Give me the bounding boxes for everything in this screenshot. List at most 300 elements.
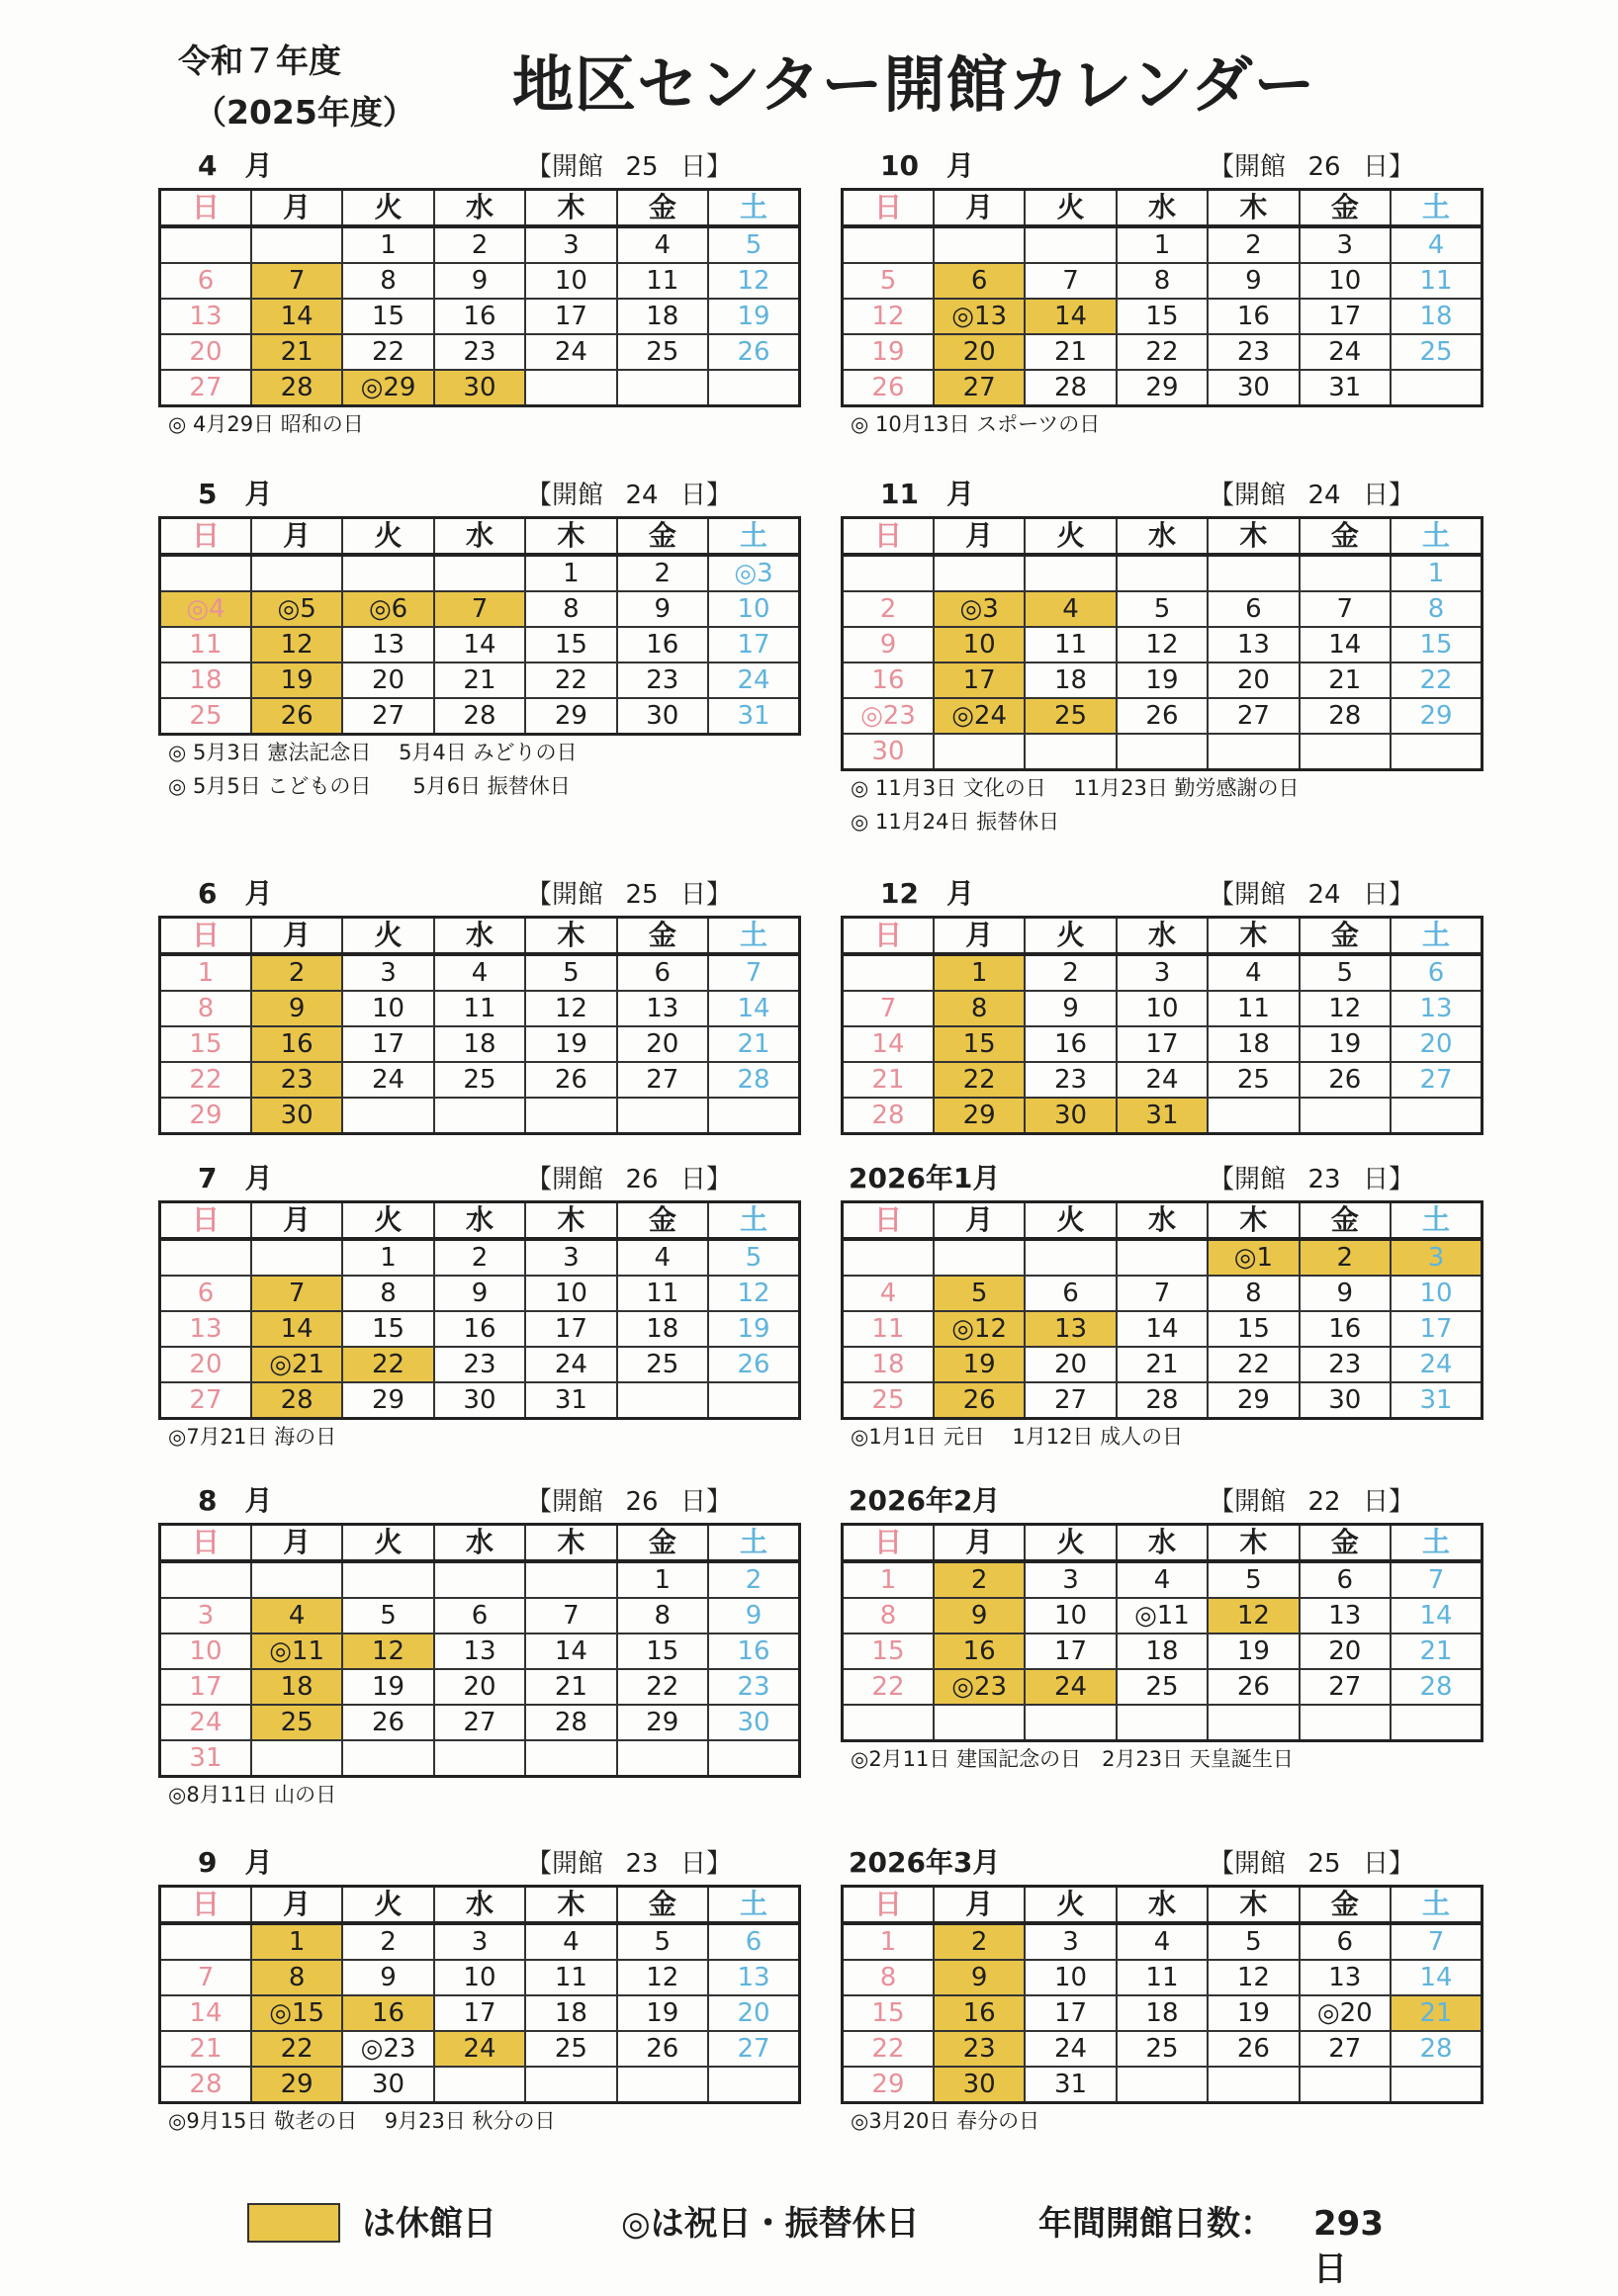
- open-days-suffix: 日】: [1363, 1849, 1415, 1879]
- day-cell: 22: [1208, 1347, 1299, 1382]
- day-cell: 21: [1391, 1995, 1482, 2031]
- empty-day-cell: [617, 370, 708, 406]
- weekday-header: 日: [843, 1525, 934, 1562]
- weekday-header-row: [160, 918, 800, 955]
- day-cell: 17: [525, 1311, 616, 1347]
- day-cell: 10: [434, 1960, 525, 1995]
- month-block: [841, 146, 1483, 441]
- day-cell: 24: [342, 1062, 433, 1098]
- day-cell: 10: [1117, 991, 1208, 1026]
- empty-day-cell: [1300, 2067, 1391, 2103]
- day-cell: 21: [708, 1026, 799, 1062]
- week-row: [160, 2067, 800, 2103]
- day-cell: 29: [617, 1705, 708, 1740]
- week-row: [160, 370, 800, 406]
- day-cell: 30: [617, 698, 708, 735]
- day-cell: 21: [1391, 1634, 1482, 1669]
- day-cell: 28: [160, 2067, 251, 2103]
- week-row: [843, 1669, 1483, 1705]
- day-cell: 17: [525, 299, 616, 334]
- weekday-header-row: [160, 190, 800, 227]
- month-block: [158, 1481, 801, 1811]
- day-cell: 9: [434, 263, 525, 299]
- day-cell: 16: [617, 627, 708, 662]
- day-cell: ◎24: [934, 698, 1025, 734]
- day-cell: 30: [434, 1382, 525, 1419]
- week-row: [160, 1062, 800, 1098]
- day-cell: 15: [1117, 299, 1208, 334]
- day-cell: 27: [434, 1705, 525, 1740]
- day-cell: 10: [934, 627, 1025, 662]
- open-days-count: 25: [625, 152, 659, 182]
- month-header: [841, 874, 1483, 916]
- month-header: [158, 874, 801, 916]
- open-days-prefix: 【開館: [1209, 1487, 1287, 1517]
- empty-day-cell: [934, 1705, 1025, 1741]
- day-cell: ◎4: [160, 591, 251, 627]
- day-cell: 1: [251, 1923, 342, 1960]
- day-cell: 2: [617, 555, 708, 591]
- empty-day-cell: [1025, 226, 1116, 263]
- day-cell: 25: [1117, 2031, 1208, 2067]
- day-cell: 11: [160, 627, 251, 662]
- legend: [247, 2201, 1434, 2289]
- day-cell: 29: [934, 1098, 1025, 1134]
- day-cell: 20: [342, 662, 433, 698]
- day-cell: 10: [1025, 1598, 1116, 1634]
- day-cell: 22: [342, 334, 433, 370]
- day-cell: 13: [617, 991, 708, 1026]
- month-header: [158, 146, 801, 188]
- open-days-count: 24: [625, 481, 659, 510]
- open-days-count: 24: [1307, 481, 1341, 510]
- annual-open-days-value: 293 日: [1313, 2204, 1417, 2289]
- day-cell: 20: [1300, 1634, 1391, 1669]
- day-cell: 10: [525, 1276, 616, 1311]
- weekday-header: 金: [617, 1202, 708, 1240]
- day-cell: 6: [1025, 1276, 1116, 1311]
- day-cell: 24: [434, 2031, 525, 2067]
- day-cell: 2: [1300, 1239, 1391, 1276]
- day-cell: 14: [251, 1311, 342, 1347]
- day-cell: 5: [708, 226, 799, 263]
- empty-day-cell: [617, 1098, 708, 1134]
- weekday-header: 金: [1300, 1525, 1391, 1562]
- day-cell: 25: [251, 1705, 342, 1740]
- day-cell: 16: [434, 1311, 525, 1347]
- day-cell: 18: [617, 1311, 708, 1347]
- day-cell: 21: [251, 334, 342, 370]
- open-days: [526, 1847, 732, 1881]
- weekday-header: 木: [1208, 190, 1299, 227]
- weekday-header: 木: [525, 1887, 616, 1924]
- day-cell: 21: [1300, 662, 1391, 698]
- weekday-header: 日: [843, 1887, 934, 1924]
- weekday-header-row: [160, 1887, 800, 1924]
- open-days-suffix: 日】: [680, 1849, 733, 1879]
- day-cell: 6: [434, 1598, 525, 1634]
- open-days: [526, 1485, 732, 1519]
- empty-day-cell: [251, 555, 342, 591]
- open-days-suffix: 日】: [680, 1165, 733, 1194]
- day-cell: 15: [843, 1634, 934, 1669]
- weekday-header: 木: [1208, 1202, 1299, 1240]
- week-row: [843, 2031, 1483, 2067]
- empty-day-cell: [1391, 370, 1482, 406]
- open-days-suffix: 日】: [680, 481, 733, 510]
- open-days: [526, 1163, 732, 1196]
- day-cell: 22: [843, 1669, 934, 1705]
- day-cell: 25: [617, 1347, 708, 1382]
- month-table: [158, 1885, 801, 2104]
- day-cell: 21: [160, 2031, 251, 2067]
- weekday-header: 月: [934, 1525, 1025, 1562]
- week-row: [843, 991, 1483, 1026]
- day-cell: 7: [160, 1960, 251, 1995]
- weekday-header: 土: [708, 1202, 799, 1240]
- week-row: [843, 555, 1483, 591]
- empty-day-cell: [160, 226, 251, 263]
- day-cell: 27: [1025, 1382, 1116, 1419]
- week-row: [843, 299, 1483, 334]
- holiday-note: ◎7月21日 海の日: [168, 1425, 337, 1449]
- open-days-prefix: 【開館: [526, 1849, 604, 1879]
- closed-color-swatch: [247, 2203, 340, 2243]
- empty-day-cell: [843, 1705, 934, 1741]
- weekday-header: 水: [434, 190, 525, 227]
- day-cell: 5: [934, 1276, 1025, 1311]
- week-row: [843, 1705, 1483, 1741]
- day-cell: 21: [434, 662, 525, 698]
- weekday-header: 水: [1117, 1525, 1208, 1562]
- day-cell: 12: [843, 299, 934, 334]
- day-cell: 16: [434, 299, 525, 334]
- day-cell: 18: [1117, 1995, 1208, 2031]
- empty-day-cell: [1391, 734, 1482, 770]
- empty-day-cell: [160, 1923, 251, 1960]
- open-days-count: 26: [1307, 152, 1341, 182]
- month-label: 12 月: [880, 877, 974, 910]
- day-cell: 11: [434, 991, 525, 1026]
- week-row: [843, 734, 1483, 770]
- day-cell: 4: [251, 1598, 342, 1634]
- day-cell: 20: [1025, 1347, 1116, 1382]
- day-cell: 12: [1117, 627, 1208, 662]
- day-cell: 16: [1300, 1311, 1391, 1347]
- day-cell: 1: [617, 1561, 708, 1598]
- day-cell: 13: [1391, 991, 1482, 1026]
- weekday-header: 水: [1117, 1202, 1208, 1240]
- day-cell: 1: [843, 1923, 934, 1960]
- week-row: [843, 1382, 1483, 1419]
- day-cell: 17: [934, 662, 1025, 698]
- open-days-suffix: 日】: [1363, 481, 1415, 510]
- day-cell: 4: [1117, 1561, 1208, 1598]
- open-days-count: 22: [1307, 1487, 1341, 1517]
- month-label: 10 月: [880, 149, 974, 182]
- day-cell: 11: [1025, 627, 1116, 662]
- day-cell: 24: [525, 1347, 616, 1382]
- empty-day-cell: [1117, 1705, 1208, 1741]
- day-cell: 31: [525, 1382, 616, 1419]
- month-label: 2026年2月: [849, 1484, 1001, 1517]
- day-cell: 13: [1300, 1598, 1391, 1634]
- weekday-header: 火: [342, 918, 433, 955]
- week-row: [160, 1669, 800, 1705]
- week-row: [160, 1705, 800, 1740]
- weekday-header: 日: [843, 518, 934, 556]
- month-table: [158, 916, 801, 1135]
- week-row: [843, 1995, 1483, 2031]
- day-cell: 28: [1025, 370, 1116, 406]
- weekday-header: 水: [1117, 190, 1208, 227]
- day-cell: 20: [1208, 662, 1299, 698]
- day-cell: 16: [1025, 1026, 1116, 1062]
- day-cell: 17: [1300, 299, 1391, 334]
- weekday-header: 火: [342, 1202, 433, 1240]
- day-cell: 8: [525, 591, 616, 627]
- day-cell: 19: [525, 1026, 616, 1062]
- day-cell: 4: [1391, 226, 1482, 263]
- week-row: [160, 2031, 800, 2067]
- day-cell: 10: [525, 263, 616, 299]
- day-cell: 31: [1391, 1382, 1482, 1419]
- day-cell: 9: [342, 1960, 433, 1995]
- week-row: [160, 1923, 800, 1960]
- day-cell: 28: [1391, 2031, 1482, 2067]
- day-cell: ◎6: [342, 591, 433, 627]
- weekday-header: 火: [1025, 190, 1116, 227]
- era-year: 令和７年度: [178, 42, 341, 80]
- day-cell: 7: [843, 991, 934, 1026]
- day-cell: ◎23: [843, 698, 934, 734]
- day-cell: 19: [1208, 1634, 1299, 1669]
- day-cell: 26: [525, 1062, 616, 1098]
- day-cell: 16: [843, 662, 934, 698]
- weekday-header-row: [160, 518, 800, 556]
- empty-day-cell: [1117, 1239, 1208, 1276]
- day-cell: 6: [1300, 1923, 1391, 1960]
- weekday-header: 日: [160, 518, 251, 556]
- open-days-suffix: 日】: [1363, 1165, 1415, 1194]
- day-cell: 19: [251, 662, 342, 698]
- day-cell: 31: [1117, 1098, 1208, 1134]
- month-table: [158, 188, 801, 407]
- weekday-header: 土: [1391, 1202, 1482, 1240]
- empty-day-cell: [1300, 1098, 1391, 1134]
- day-cell: 21: [1117, 1347, 1208, 1382]
- week-row: [160, 954, 800, 991]
- day-cell: 14: [525, 1634, 616, 1669]
- week-row: [843, 1634, 1483, 1669]
- weekday-header: 水: [434, 1887, 525, 1924]
- week-row: [843, 1026, 1483, 1062]
- week-row: [160, 1382, 800, 1419]
- day-cell: 4: [617, 226, 708, 263]
- weekday-header: 日: [160, 1202, 251, 1240]
- day-cell: 25: [1391, 334, 1482, 370]
- month-label: 11 月: [880, 478, 974, 510]
- weekday-header: 日: [843, 918, 934, 955]
- empty-day-cell: [708, 1740, 799, 1777]
- day-cell: ◎12: [934, 1311, 1025, 1347]
- day-cell: 27: [1300, 1669, 1391, 1705]
- weekday-header: 土: [708, 190, 799, 227]
- day-cell: 10: [160, 1634, 251, 1669]
- day-cell: 10: [1025, 1960, 1116, 1995]
- day-cell: 8: [843, 1960, 934, 1995]
- empty-day-cell: [1391, 1098, 1482, 1134]
- day-cell: 29: [1117, 370, 1208, 406]
- open-days-count: 26: [625, 1487, 659, 1517]
- day-cell: 8: [934, 991, 1025, 1026]
- month-block: [158, 475, 801, 803]
- day-cell: 19: [843, 334, 934, 370]
- month-label: 2026年3月: [849, 1846, 1001, 1879]
- open-days-prefix: 【開館: [526, 880, 604, 910]
- day-cell: ◎15: [251, 1995, 342, 2031]
- day-cell: ◎20: [1300, 1995, 1391, 2031]
- day-cell: 28: [1117, 1382, 1208, 1419]
- weekday-header: 日: [160, 918, 251, 955]
- empty-day-cell: [843, 954, 934, 991]
- open-days-suffix: 日】: [680, 152, 733, 182]
- day-cell: 15: [342, 1311, 433, 1347]
- empty-day-cell: [160, 1561, 251, 1598]
- day-cell: 6: [1208, 591, 1299, 627]
- day-cell: 20: [934, 334, 1025, 370]
- empty-day-cell: [1025, 734, 1116, 770]
- month-block: [158, 1843, 801, 2138]
- empty-day-cell: [525, 370, 616, 406]
- month-block: [841, 475, 1483, 839]
- day-cell: 26: [708, 1347, 799, 1382]
- empty-day-cell: [934, 734, 1025, 770]
- empty-day-cell: [342, 1740, 433, 1777]
- empty-day-cell: [1025, 1239, 1116, 1276]
- legend-holiday-text: ◎は祝日・振替休日: [621, 2204, 920, 2244]
- week-row: [160, 1347, 800, 1382]
- day-cell: ◎3: [708, 555, 799, 591]
- day-cell: 3: [1025, 1561, 1116, 1598]
- day-cell: 28: [525, 1705, 616, 1740]
- day-cell: 13: [160, 299, 251, 334]
- week-row: [843, 1311, 1483, 1347]
- day-cell: 25: [1208, 1062, 1299, 1098]
- weekday-header: 木: [1208, 518, 1299, 556]
- day-cell: 19: [708, 299, 799, 334]
- weekday-header: 日: [160, 1887, 251, 1924]
- day-cell: 17: [160, 1669, 251, 1705]
- empty-day-cell: [934, 226, 1025, 263]
- day-cell: 4: [1117, 1923, 1208, 1960]
- day-cell: 23: [1300, 1347, 1391, 1382]
- day-cell: 28: [251, 370, 342, 406]
- day-cell: 7: [251, 263, 342, 299]
- month-block: [158, 146, 801, 441]
- empty-day-cell: [1117, 734, 1208, 770]
- day-cell: 8: [342, 1276, 433, 1311]
- day-cell: 2: [1025, 954, 1116, 991]
- day-cell: 3: [525, 226, 616, 263]
- week-row: [843, 662, 1483, 698]
- weekday-header-row: [160, 1525, 800, 1562]
- empty-day-cell: [525, 1740, 616, 1777]
- weekday-header-row: [160, 1202, 800, 1240]
- day-cell: 3: [1391, 1239, 1482, 1276]
- empty-day-cell: [160, 1239, 251, 1276]
- week-row: [160, 1960, 800, 1995]
- fiscal-year: （2025年度）: [194, 93, 415, 132]
- day-cell: 5: [843, 263, 934, 299]
- week-row: [160, 263, 800, 299]
- day-cell: 18: [1208, 1026, 1299, 1062]
- day-cell: 28: [708, 1062, 799, 1098]
- day-cell: 13: [1025, 1311, 1116, 1347]
- weekday-header: 水: [1117, 518, 1208, 556]
- day-cell: 26: [1208, 1669, 1299, 1705]
- day-cell: 25: [434, 1062, 525, 1098]
- day-cell: 5: [342, 1598, 433, 1634]
- day-cell: 30: [1208, 370, 1299, 406]
- day-cell: 1: [160, 954, 251, 991]
- day-cell: 8: [342, 263, 433, 299]
- day-cell: 9: [934, 1960, 1025, 1995]
- day-cell: 25: [617, 334, 708, 370]
- weekday-header: 土: [1391, 918, 1482, 955]
- day-cell: 15: [934, 1026, 1025, 1062]
- month-block: [158, 1159, 801, 1454]
- day-cell: 28: [434, 698, 525, 735]
- day-cell: 13: [708, 1960, 799, 1995]
- day-cell: 21: [525, 1669, 616, 1705]
- day-cell: 18: [434, 1026, 525, 1062]
- week-row: [843, 954, 1483, 991]
- day-cell: 27: [342, 698, 433, 735]
- open-days-count: 25: [1307, 1849, 1341, 1879]
- week-row: [843, 1276, 1483, 1311]
- day-cell: 18: [1391, 299, 1482, 334]
- day-cell: 14: [251, 299, 342, 334]
- empty-day-cell: [342, 555, 433, 591]
- empty-day-cell: [1208, 1705, 1299, 1741]
- day-cell: 8: [1208, 1276, 1299, 1311]
- empty-day-cell: [708, 370, 799, 406]
- empty-day-cell: [934, 1239, 1025, 1276]
- day-cell: 17: [434, 1995, 525, 2031]
- day-cell: 29: [1391, 698, 1482, 734]
- empty-day-cell: [251, 1239, 342, 1276]
- weekday-header: 木: [1208, 1887, 1299, 1924]
- day-cell: 2: [934, 1923, 1025, 1960]
- day-cell: 27: [160, 370, 251, 406]
- weekday-header: 土: [708, 518, 799, 556]
- weekday-header: 金: [1300, 1202, 1391, 1240]
- weekday-header: 木: [1208, 1525, 1299, 1562]
- day-cell: 4: [525, 1923, 616, 1960]
- weekday-header: 月: [251, 190, 342, 227]
- weekday-header: 水: [434, 1202, 525, 1240]
- week-row: [160, 1634, 800, 1669]
- weekday-header: 火: [342, 190, 433, 227]
- day-cell: 2: [1208, 226, 1299, 263]
- week-row: [160, 1561, 800, 1598]
- day-cell: 28: [843, 1098, 934, 1134]
- day-cell: 16: [251, 1026, 342, 1062]
- empty-day-cell: [1391, 2067, 1482, 2103]
- day-cell: 9: [1208, 263, 1299, 299]
- open-days: [1209, 479, 1414, 512]
